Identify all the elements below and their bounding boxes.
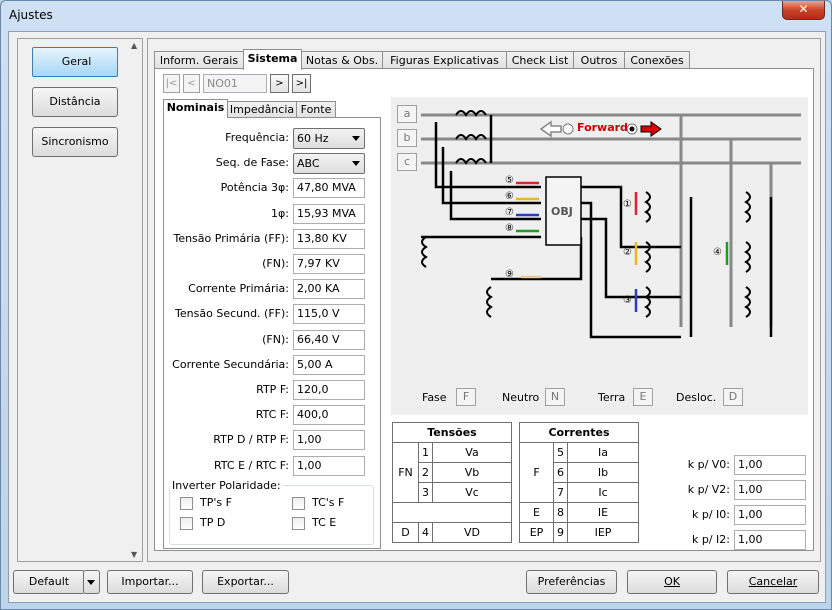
field-label: RTP F: [256,383,289,396]
tensoes-value: Vb [433,463,512,483]
diagram-svg [391,97,808,415]
tensoes-value: Vc [433,483,512,503]
correntes-ep-value: IEP [568,523,639,543]
field-label: Frequência: [225,131,289,144]
device-field[interactable]: NO01 [203,74,267,93]
correntes-ep-num: 9 [554,523,568,543]
field-input[interactable]: 13,80 KV [293,229,365,249]
tensoes-d-num: 4 [419,523,433,543]
field-label: Seq. de Fase: [215,156,289,170]
legend-neutro-label: Neutro [502,391,540,404]
nav-next-button[interactable]: > [270,74,289,93]
k-input[interactable]: 1,00 [734,455,806,475]
field-input[interactable]: 400,0 [293,405,365,425]
title-bar [1,1,831,29]
tensoes-d-value: VD [433,523,512,543]
correntes-ep-group: EP [520,523,554,543]
circle-9: ⑨ [505,269,514,280]
field-label: RTC E / RTC F: [213,458,289,472]
field-label: 1φ: [271,206,289,220]
legend-fase-label: Fase [422,391,447,404]
circle-8: ⑧ [505,223,514,234]
tps-f-label: TP's F [200,496,232,509]
field-label: (FN): [262,257,289,270]
correntes-num: 7 [554,483,568,503]
field-label: RTC F: [255,408,289,422]
cancelar-button[interactable]: Cancelar [727,570,819,594]
category-geral[interactable]: Geral [32,47,118,77]
tab-outros[interactable]: Outros [573,51,625,69]
circle-2: ② [623,247,632,258]
default-dropdown-button[interactable] [83,570,100,594]
tp-d-checkbox[interactable] [180,517,193,530]
field-input[interactable]: 7,97 KV [293,254,365,274]
circle-1: ① [623,199,632,210]
field-input[interactable]: 1,00 [293,456,365,476]
tensoes-num: 2 [419,463,433,483]
correntes-e-num: 8 [554,503,568,523]
exportar-button[interactable]: Exportar... [202,570,289,594]
tp-d-label: TP D [200,516,226,529]
nav-first-button[interactable]: |< [163,74,180,93]
legend-terra-label: Terra [598,391,626,404]
field-select[interactable] [293,128,365,149]
tensoes-num: 3 [419,483,433,503]
legend-neutro-box: N [545,388,565,406]
tc-e-label: TC E [312,516,337,529]
field-input[interactable]: 66,40 V [293,330,365,350]
tab-inform-gerais[interactable]: Inform. Gerais [154,51,244,69]
legend-fase-box: F [456,388,476,406]
chevron-down-icon [352,136,360,141]
k-input[interactable]: 1,00 [734,505,806,525]
phase-c-box: c [397,153,417,171]
category-distancia[interactable]: Distância [32,87,118,117]
tab-sistema[interactable]: Sistema [243,49,302,70]
circle-6: ⑥ [505,191,514,202]
tensoes-spacer [393,503,512,523]
preferencias-button[interactable]: Preferências [526,570,617,594]
dialog-body [8,31,826,603]
tensoes-d-group: D [393,523,419,543]
legend-desloc-box: D [723,388,743,406]
tensoes-table [392,422,512,543]
chevron-down-icon [87,580,95,585]
correntes-e-value: IE [568,503,639,523]
k-input[interactable]: 1,00 [734,480,806,500]
scroll-down-icon[interactable]: ▼ [131,550,138,559]
k-input[interactable]: 1,00 [734,530,806,550]
phase-b-box: b [397,129,417,147]
tab-notas[interactable]: Notas & Obs. [301,51,383,69]
nav-last-button[interactable]: >| [292,74,311,93]
correntes-num: 6 [554,463,568,483]
field-label: Corrente Primária: [188,282,289,296]
k-label: k p/ V2: [687,483,730,496]
correntes-value: Ic [568,483,639,503]
circle-3: ③ [623,295,632,306]
correntes-num: 5 [554,443,568,463]
tensoes-title: Tensões [393,423,512,443]
k-label: k p/ V0: [687,458,730,471]
nav-prev-button[interactable]: < [183,74,200,93]
sistema-page [154,68,814,551]
field-label: RTP D / RTP F: [213,433,289,447]
k-label: k p/ I0: [691,508,730,521]
correntes-table [519,422,639,543]
tcs-f-checkbox[interactable] [292,497,305,510]
close-button[interactable]: ✕ [782,1,825,20]
field-select[interactable] [293,153,365,174]
scroll-up-icon[interactable]: ▲ [131,41,138,50]
tc-e-checkbox[interactable] [292,517,305,530]
phase-a-box: a [397,105,417,123]
correntes-group: F [520,443,554,503]
correntes-value: Ib [568,463,639,483]
field-input[interactable]: 15,93 MVA [293,204,365,224]
forward-label[interactable]: Forward [577,121,628,134]
category-list [17,38,143,562]
default-button[interactable]: Default [13,570,85,594]
field-input[interactable]: 115,0 V [293,304,365,324]
subtab-impedancia[interactable]: Impedância [227,101,297,118]
tab-checklist[interactable]: Check List [506,51,574,69]
field-input[interactable]: 2,00 KA [293,279,365,299]
tab-figuras[interactable]: Figuras Explicativas [382,51,507,69]
polarity-group [169,479,374,545]
main-panel [147,38,821,562]
field-input[interactable]: 47,80 MVA [293,178,365,198]
subtab-nominais[interactable]: Nominais [163,99,228,118]
tcs-f-label: TC's F [312,496,345,509]
obj-label: OBJ [551,205,573,218]
chevron-down-icon [352,161,360,166]
select-value: 60 Hz [297,132,329,145]
category-scrollbar[interactable] [128,39,142,561]
connection-diagram [391,97,808,415]
select-value: ABC [297,157,320,171]
field-input[interactable]: 1,00 [293,430,365,450]
tensoes-group: FN [393,443,419,503]
legend-terra-box: E [633,388,653,406]
importar-button[interactable]: Importar... [107,570,193,594]
field-input[interactable]: 120,0 [293,380,365,400]
field-input[interactable]: 5,00 A [293,355,365,375]
field-label: Tensão Primária (FF): [173,231,289,245]
correntes-e-group: E [520,503,554,523]
k-label: k p/ I2: [691,533,730,546]
circle-4: ④ [713,247,722,258]
polarity-title: Inverter Polaridade: [172,479,281,492]
correntes-title: Correntes [520,423,639,443]
field-label: Corrente Secundária: [172,357,289,371]
window-title: Ajustes [9,8,53,22]
field-label: Potência 3φ: [220,181,289,195]
tps-f-checkbox[interactable] [180,497,193,510]
circle-7: ⑦ [505,207,514,218]
circle-5: ⑤ [505,175,514,186]
ok-button[interactable]: OK [627,570,717,594]
field-label: (FN): [262,332,289,346]
tensoes-num: 1 [419,443,433,463]
legend-desloc-label: Desloc. [676,391,717,404]
field-label: Tensão Secund. (FF): [175,307,289,321]
correntes-value: Ia [568,443,639,463]
tab-conexoes[interactable]: Conexões [624,51,690,69]
subtab-fonte[interactable]: Fonte [296,101,336,118]
category-sincronismo[interactable]: Sincronismo [32,127,118,157]
tensoes-value: Va [433,443,512,463]
